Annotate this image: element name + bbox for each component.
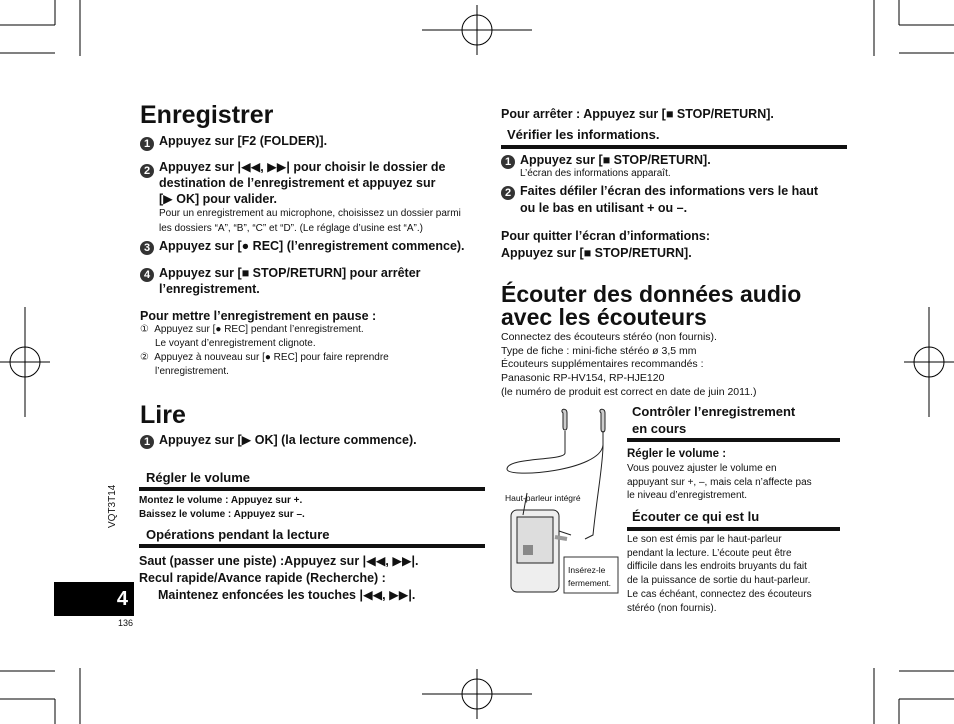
step-number: 2: [140, 164, 154, 178]
ecouter-title: avec les écouteurs: [501, 304, 707, 330]
pause-heading: Pour mettre l’enregistrement en pause :: [140, 309, 377, 323]
pause-item-sub: Le voyant d’enregistrement clignote.: [155, 338, 316, 349]
step-text: Appuyez sur [▶ OK] (la lecture commence).: [159, 433, 417, 447]
ecouter-lu-heading: Écouter ce qui est lu: [632, 509, 760, 524]
insert-label: Insérez-le fermement.: [568, 565, 611, 588]
quit-text: Appuyez sur [■ STOP/RETURN].: [501, 246, 692, 260]
step-note: les dossiers “A”, “B”, “C” et “D”. (Le réglage d’usine est “A”.): [159, 223, 423, 234]
step-text: l’enregistrement.: [159, 282, 260, 296]
step-number: 1: [501, 155, 515, 169]
step-text: Appuyez sur [■ STOP/RETURN] pour arrêter: [159, 266, 421, 280]
stop-instruction: Pour arrêter : Appuyez sur [■ STOP/RETURN].: [501, 107, 774, 121]
chapter-tab: 4: [54, 582, 134, 616]
ecouter-lu-text: Le son est émis par le haut-parleur pendant la lecture. L’écoute peut être difficile dans les endroits bruyants du fait de la puissance de sortie du haut-parleur. Le cas échéant, connectez des écouteurs stéréo (non fournis).: [627, 534, 812, 614]
step-text: Appuyez sur [F2 (FOLDER)].: [159, 134, 328, 148]
controle-heading: Contrôler l’enregistrement: [632, 404, 796, 419]
lire-title: Lire: [140, 401, 186, 429]
step-text: Appuyez sur [■ STOP/RETURN].: [520, 153, 711, 167]
enregistrer-title: Enregistrer: [140, 101, 274, 129]
step-note: L’écran des informations apparaît.: [520, 168, 671, 179]
volume-line: Montez le volume : Appuyez sur +.: [139, 495, 303, 506]
section-rule: [627, 527, 840, 531]
ops-line: Saut (passer une piste) :Appuyez sur |◀◀, ▶▶|.: [139, 554, 419, 568]
ops-line: Maintenez enfoncées les touches |◀◀, ▶▶|.: [158, 588, 416, 602]
section-rule: [139, 487, 485, 491]
step-number: 1: [140, 137, 154, 151]
step-number: 2: [501, 186, 515, 200]
step-text: Appuyez sur [● REC] (l’enregistrement commence).: [159, 239, 465, 253]
pause-item: ① Appuyez sur [● REC] pendant l’enregistrement.: [140, 324, 364, 335]
controle-heading: en cours: [632, 421, 687, 436]
step-text: Appuyez sur |◀◀, ▶▶| pour choisir le dossier de: [159, 160, 446, 174]
controle-text: Vous pouvez ajuster le volume en appuyant sur +, –, mais cela n’affecte pas le niveau d’enregistrement.: [627, 463, 812, 501]
page-number: 136: [118, 618, 134, 628]
controle-sub: Régler le volume :: [627, 448, 727, 460]
section-rule: [501, 145, 847, 149]
step-text: Faites défiler l’écran des informations vers le haut: [520, 184, 819, 198]
pause-item: ② Appuyez à nouveau sur [● REC] pour faire reprendre: [140, 352, 389, 363]
section-rule: [627, 438, 840, 442]
ops-heading: Opérations pendant la lecture: [146, 527, 330, 542]
step-note: Pour un enregistrement au microphone, choisissez un dossier parmi: [159, 208, 461, 219]
volume-heading: Régler le volume: [146, 470, 251, 485]
verifier-heading: Vérifier les informations.: [507, 127, 660, 142]
ecouter-title: Écouter des données audio: [501, 281, 802, 307]
step-text: destination de l’enregistrement et appuyez sur: [159, 176, 436, 190]
ops-line: Recul rapide/Avance rapide (Recherche) :: [139, 571, 386, 585]
volume-line: Baissez le volume : Appuyez sur –.: [139, 509, 305, 520]
step-text: ou le bas en utilisant + ou –.: [520, 201, 688, 215]
step-number: 1: [140, 435, 154, 449]
speaker-label: Haut-parleur intégré: [505, 493, 581, 503]
step-number: 3: [140, 241, 154, 255]
product-code: VQT3T14: [107, 484, 118, 528]
pause-item-sub: l’enregistrement.: [155, 366, 229, 377]
step-text: [▶ OK] pour valider.: [159, 192, 277, 206]
step-number: 4: [140, 268, 154, 282]
section-rule: [139, 544, 485, 548]
quit-heading: Pour quitter l’écran d’informations:: [501, 229, 711, 243]
ecouter-intro: Connectez des écouteurs stéréo (non fournis). Type de fiche : mini-fiche stéréo ø 3,5 mm Écouteurs supplémentaires recommandés : Panasonic RP-HV154, RP-HJE120 (le numéro de produit est correct en date de juin 2011.): [501, 331, 757, 398]
